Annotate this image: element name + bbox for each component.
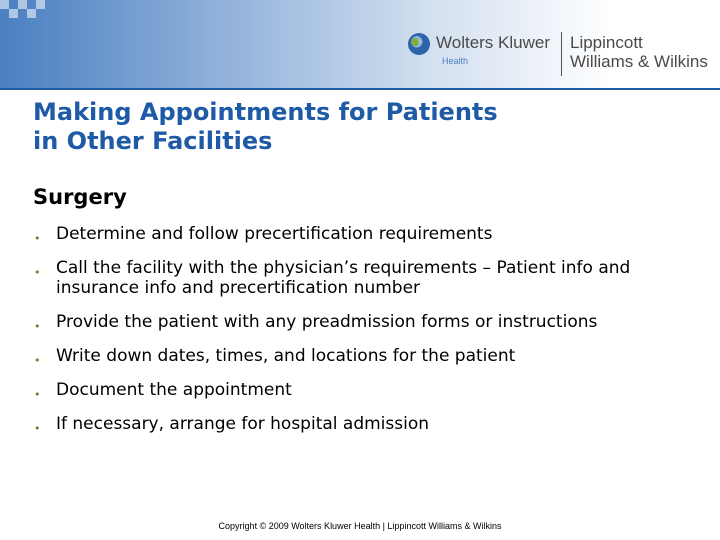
bullet-item xyxy=(33,224,693,244)
logo-partner-line1: Lippincott xyxy=(570,33,643,52)
bullet-icon: • xyxy=(34,266,41,279)
bullet-text: Write down dates, times, and locations for the patient xyxy=(56,346,516,366)
globe-icon xyxy=(408,33,430,55)
footer-copyright: Copyright © 2009 Wolters Kluwer Health | Lippincott Williams & Wilkins xyxy=(218,521,502,531)
logo-partner-line2: Williams & Wilkins xyxy=(570,52,708,71)
logo-division: Health xyxy=(442,56,469,66)
slide-title xyxy=(33,98,653,156)
bullet-text: Document the appointment xyxy=(56,380,292,400)
bullet-item xyxy=(33,346,693,366)
bullet-text: Provide the patient with any preadmission forms or instructions xyxy=(56,312,598,332)
bullet-icon: • xyxy=(34,320,41,333)
slide-subtitle: Surgery xyxy=(33,185,127,209)
bullet-item xyxy=(33,312,693,332)
header-pattern xyxy=(0,0,60,20)
bullet-text: If necessary, arrange for hospital admission xyxy=(56,414,430,434)
bullet-text: Call the facility with the physician’s requirements – Patient info and insurance info and precertification number xyxy=(56,258,631,298)
bullet-icon: • xyxy=(34,354,41,367)
logo-divider xyxy=(561,32,562,76)
logo-brand: Wolters Kluwer xyxy=(436,33,550,52)
bullet-icon: • xyxy=(34,388,41,401)
slide-title-line2: in Other Facilities xyxy=(33,127,273,155)
bullet-item xyxy=(33,258,693,298)
bullet-item xyxy=(33,414,693,434)
header-band xyxy=(0,0,720,90)
bullet-text: Determine and follow precertification requirements xyxy=(56,224,493,244)
bullet-icon: • xyxy=(34,232,41,245)
bullet-icon: • xyxy=(34,422,41,435)
bullet-item xyxy=(33,380,693,400)
logo-partner xyxy=(570,33,708,71)
header-rule xyxy=(0,88,720,90)
bullet-list xyxy=(33,224,693,448)
slide-title-line1: Making Appointments for Patients xyxy=(33,98,498,126)
